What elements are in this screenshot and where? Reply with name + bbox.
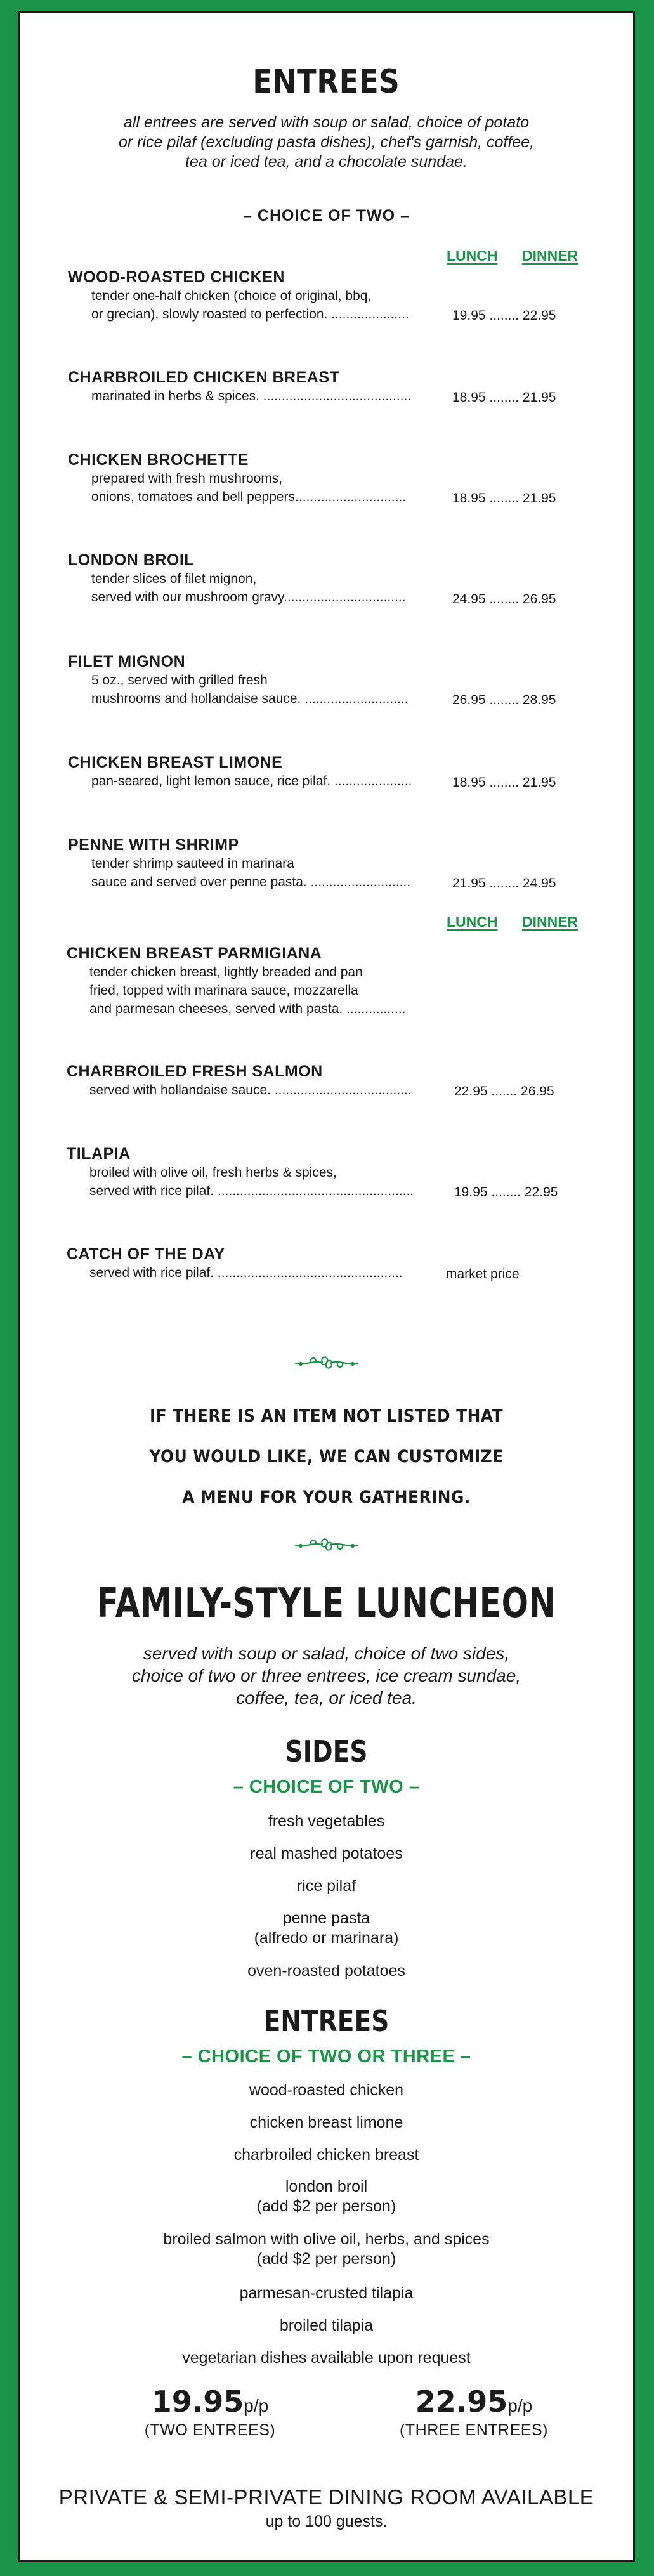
- entree-option-line: broiled salmon with olive oil, herbs, and spices: [163, 2230, 490, 2248]
- entree-option: vegetarian dishes available upon request: [182, 2349, 471, 2367]
- item-desc-line: marinated in herbs & spices. ........................................: [91, 389, 412, 403]
- item-name: CHICKEN BREAST LIMONE: [68, 754, 283, 771]
- dining-room-notice: PRIVATE & SEMI-PRIVATE DINING ROOM AVAILABLE: [58, 2485, 594, 2509]
- choice-of-two-header: – CHOICE OF TWO –: [243, 207, 410, 225]
- lunch-column-header: LUNCH: [447, 913, 498, 930]
- lunch-column-header: LUNCH: [447, 247, 498, 264]
- side-item: rice pilaf: [296, 1877, 356, 1895]
- menu-item: [68, 451, 406, 506]
- item-desc-line: onions, tomatoes and bell peppers..............................: [91, 490, 407, 504]
- family-style-title: FAMILY-STYLE LUNCHEON: [96, 1580, 556, 1627]
- item-desc-line: sauce and served over penne pasta. ...........................: [91, 875, 411, 889]
- customize-notice-line: A MENU FOR YOUR GATHERING.: [182, 1487, 471, 1507]
- intro-line: all entrees are served with soup or salad, choice of potato: [123, 114, 530, 131]
- item-prices: 18.95 ........ 21.95: [452, 390, 556, 405]
- item-desc-line: served with rice pilaf. ..................................................: [89, 1265, 403, 1280]
- item-name: TILAPIA: [67, 1145, 131, 1163]
- intro-line: coffee, tea, or iced tea.: [236, 1688, 417, 1708]
- item-prices: 19.95 ........ 22.95: [452, 308, 556, 323]
- item-description: [68, 854, 410, 891]
- menu-item: [68, 369, 411, 405]
- sides-choice-header: – CHOICE OF TWO –: [233, 1777, 420, 1797]
- entree-option: charbroiled chicken breast: [233, 2146, 419, 2164]
- item-description: [67, 1163, 414, 1200]
- item-desc-line: pan-seared, light lemon sauce, rice pilaf. .....................: [91, 774, 412, 788]
- menu-item: [67, 1245, 403, 1282]
- entree-option-line: london broil: [285, 2178, 368, 2195]
- item-description: [68, 671, 409, 708]
- item-description: [68, 772, 412, 790]
- item-name: FILET MIGNON: [68, 653, 186, 670]
- item-desc-line: tender one-half chicken (choice of original, bbq,: [91, 289, 372, 303]
- intro-line: served with soup or salad, choice of two sides,: [143, 1644, 510, 1663]
- intro-line: choice of two or three entrees, ice cream sundae,: [131, 1666, 521, 1685]
- entree-option: [20, 2177, 633, 2216]
- item-desc-line: fried, topped with marinara sauce, mozzarella: [89, 983, 358, 998]
- price-label: (TWO ENTREES): [144, 2421, 276, 2439]
- item-description: [68, 570, 406, 606]
- menu-item: [68, 551, 406, 606]
- item-desc-line: and parmesan cheeses, served with pasta. ................: [89, 1002, 406, 1016]
- entrees-intro: [20, 113, 633, 172]
- menu-item: [68, 836, 410, 891]
- menu-item: [68, 268, 409, 324]
- side-item: [20, 1909, 633, 1948]
- sides-title: SIDES: [285, 1734, 368, 1769]
- item-name: CHICKEN BREAST PARMIGIANA: [67, 945, 322, 962]
- price-three-entrees: [379, 2384, 569, 2440]
- per-person-label: p/p: [244, 2396, 269, 2416]
- item-prices: market price: [446, 1267, 520, 1281]
- customize-notice-line: YOU WOULD LIKE, WE CAN CUSTOMIZE: [149, 1447, 504, 1467]
- item-desc-line: served with our mushroom gravy.................................: [91, 590, 406, 605]
- item-desc-line: served with hollandaise sauce. .....................................: [89, 1083, 412, 1097]
- price-value: 19.95: [151, 2384, 244, 2419]
- item-name: LONDON BROIL: [68, 551, 195, 569]
- price-two-entrees: [115, 2384, 305, 2440]
- item-name: CHARBROILED FRESH SALMON: [67, 1062, 323, 1080]
- item-desc-line: tender chicken breast, lightly breaded and pan: [89, 965, 363, 979]
- entree-option: wood-roasted chicken: [249, 2081, 404, 2099]
- intro-line: tea or iced tea, and a chocolate sundae.: [185, 153, 468, 171]
- intro-line: or rice pilaf (excluding pasta dishes), chef's garnish, coffee,: [118, 133, 535, 151]
- item-prices: 22.95 ....... 26.95: [454, 1084, 554, 1099]
- dinner-column-header: DINNER: [522, 247, 579, 264]
- guest-capacity: up to 100 guests.: [265, 2513, 388, 2530]
- family-style-intro: [20, 1642, 633, 1709]
- item-name: PENNE WITH SHRIMP: [68, 836, 239, 854]
- item-name: CHARBROILED CHICKEN BREAST: [68, 369, 340, 386]
- per-person-label: p/p: [507, 2396, 533, 2416]
- item-prices: 26.95 ........ 28.95: [452, 693, 556, 707]
- customize-notice-line: IF THERE IS AN ITEM NOT LISTED THAT: [149, 1406, 503, 1426]
- item-description: [68, 469, 406, 506]
- item-desc-line: broiled with olive oil, fresh herbs & spices,: [89, 1165, 337, 1180]
- entree-option: broiled tilapia: [279, 2317, 374, 2334]
- item-description: [67, 963, 405, 1018]
- side-item: fresh vegetables: [268, 1812, 385, 1830]
- item-desc-line: mushrooms and hollandaise sauce. ............................: [91, 691, 409, 706]
- entrees-title: ENTREES: [252, 63, 400, 101]
- entree-option: chicken breast limone: [249, 2114, 403, 2131]
- entree-option-line: (add $2 per person): [256, 2197, 396, 2215]
- price-label: (THREE ENTREES): [400, 2421, 548, 2439]
- item-desc-line: prepared with fresh mushrooms,: [91, 471, 283, 486]
- item-desc-line: tender slices of filet mignon,: [91, 572, 257, 586]
- entree-option: [20, 2230, 633, 2269]
- family-entrees-title: ENTREES: [263, 2004, 389, 2038]
- entrees-choice-header: – CHOICE OF TWO OR THREE –: [181, 2046, 471, 2067]
- item-description: [68, 287, 409, 324]
- price-value: 22.95: [415, 2384, 508, 2419]
- menu-item: [67, 1145, 414, 1200]
- item-prices: 21.95 ........ 24.95: [452, 876, 556, 891]
- menu-item: [67, 945, 405, 1018]
- flourish-ornament-icon: [20, 1350, 633, 1378]
- item-name: CHICKEN BROCHETTE: [68, 451, 249, 469]
- side-item: real mashed potatoes: [250, 1845, 403, 1862]
- item-prices: 18.95 ........ 21.95: [452, 491, 556, 506]
- menu-item: [68, 653, 409, 708]
- item-desc-line: tender shrimp sauteed in marinara: [91, 856, 294, 871]
- side-item-line: penne pasta: [282, 1909, 370, 1927]
- item-desc-line: served with rice pilaf. .....................................................: [89, 1184, 414, 1198]
- item-name: CATCH OF THE DAY: [67, 1245, 225, 1263]
- item-name: WOOD-ROASTED CHICKEN: [68, 268, 285, 286]
- entree-option-line: (add $2 per person): [256, 2250, 396, 2268]
- item-prices: 19.95 ........ 22.95: [454, 1185, 558, 1200]
- side-item-line: (alfredo or marinara): [254, 1929, 399, 1947]
- item-prices: 18.95 ........ 21.95: [452, 775, 556, 790]
- entree-option: parmesan-crusted tilapia: [239, 2284, 414, 2302]
- item-desc-line: or grecian), slowly roasted to perfection. .....................: [91, 307, 409, 322]
- side-item: oven-roasted potatoes: [247, 1962, 405, 1980]
- menu-page: [18, 11, 635, 2562]
- item-desc-line: 5 oz., served with grilled fresh: [91, 673, 268, 688]
- item-description: [67, 1081, 412, 1099]
- menu-item: [67, 1062, 412, 1099]
- item-description: [68, 387, 411, 405]
- flourish-ornament-icon: [20, 1532, 633, 1560]
- dinner-column-header: DINNER: [522, 913, 579, 930]
- item-description: [67, 1264, 403, 1282]
- menu-item: [68, 754, 412, 790]
- item-prices: 24.95 ........ 26.95: [452, 592, 556, 606]
